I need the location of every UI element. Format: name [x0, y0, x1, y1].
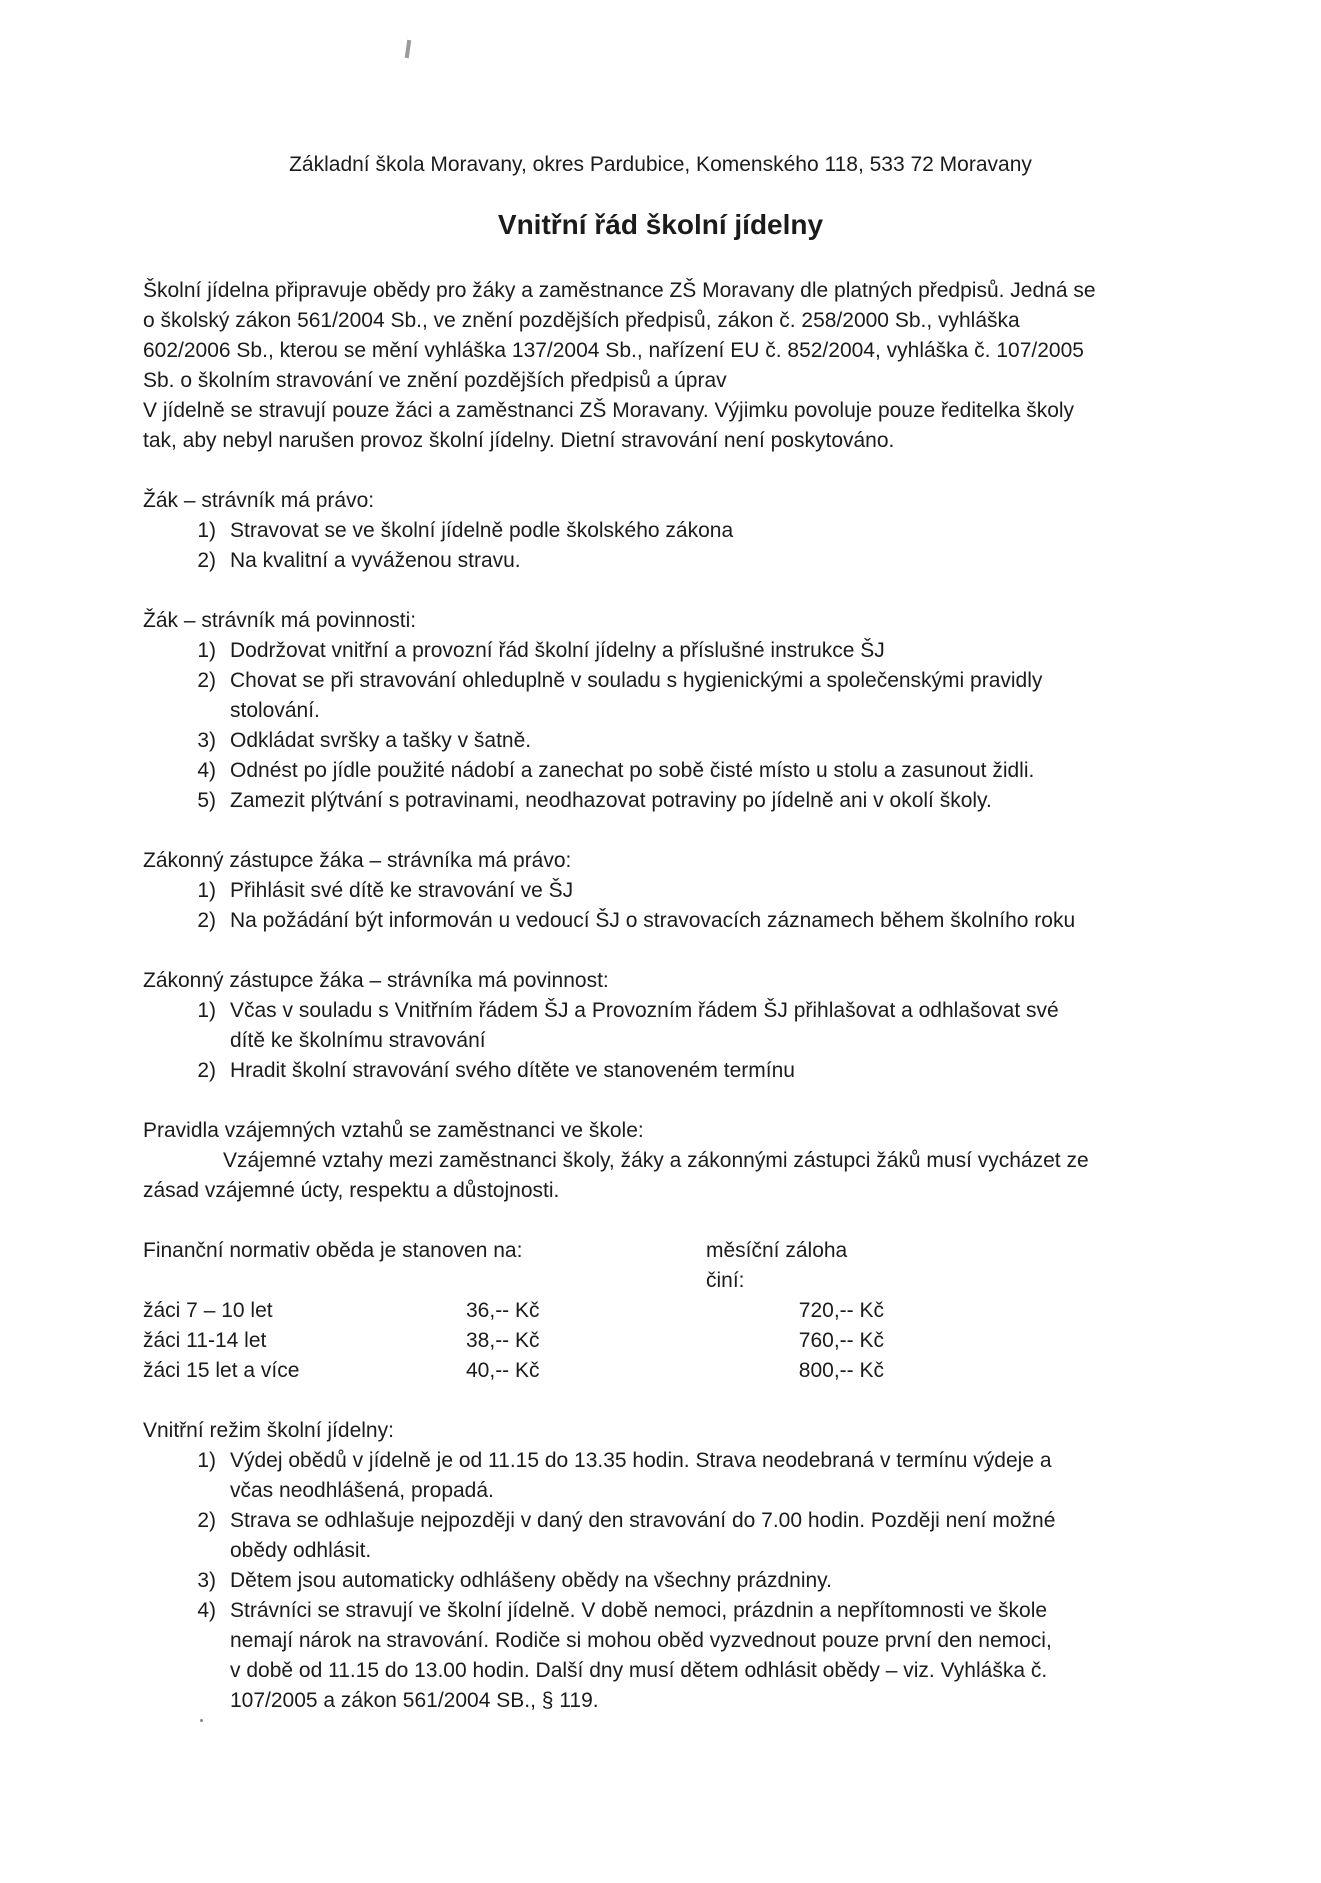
- item-text: stolování.: [230, 699, 320, 722]
- item-text: Dětem jsou automaticky odhlášeny obědy na všechny prázdniny.: [230, 1569, 832, 1592]
- item-text: Strava se odhlašuje nejpozději v daný den stravování do 7.00 hodin. Později není možné: [230, 1509, 1056, 1532]
- section-heading: Pravidla vzájemných vztahů se zaměstnanci ve škole:: [143, 1119, 644, 1142]
- intro-line: o školský zákon 561/2004 Sb., ve znění pozdějších předpisů, zákon č. 258/2000 Sb., vyhláška: [143, 309, 1020, 332]
- list-item: [143, 546, 1188, 576]
- item-text: obědy odhlásit.: [230, 1539, 372, 1562]
- section-heading: Žák – strávník má právo:: [143, 489, 375, 512]
- list-item: [143, 756, 1188, 786]
- list-item: [143, 1596, 1188, 1716]
- guardian-rights-section: [143, 846, 1188, 936]
- list-item: [143, 666, 1188, 726]
- meal-price: 40,-- Kč: [466, 1359, 540, 1382]
- monthly-deposit: 800,-- Kč: [798, 1359, 884, 1382]
- item-text: Zamezit plýtvání s potravinami, neodhazovat potraviny po jídelně ani v okolí školy.: [230, 789, 992, 812]
- student-duties-section: [143, 606, 1188, 816]
- monthly-heading: měsíční záloha činí:: [706, 1239, 848, 1292]
- age-group: žáci 11-14 let: [143, 1329, 267, 1352]
- section-heading: Vnitřní režim školní jídelny:: [143, 1419, 394, 1442]
- item-text: Na kvalitní a vyváženou stravu.: [230, 549, 521, 572]
- item-text: Chovat se při stravování ohleduplně v souladu s hygienickými a společenskými pravidly: [230, 669, 1043, 692]
- section-heading: Žák – strávník má povinnosti:: [143, 609, 417, 632]
- list-item: [143, 1566, 1188, 1596]
- item-number: 3): [197, 729, 216, 752]
- finance-header-row: [143, 1236, 1188, 1296]
- item-number: 1): [197, 999, 216, 1022]
- item-number: 4): [197, 759, 216, 782]
- intro-line: 602/2006 Sb., kterou se mění vyhláška 137/2004 Sb., nařízení EU č. 852/2004, vyhláška č. 107/2005: [143, 339, 1084, 362]
- item-number: 2): [197, 1059, 216, 1082]
- item-text: Včas v souladu s Vnitřním řádem ŠJ a Provozním řádem ŠJ přihlašovat a odhlašovat své: [230, 999, 1059, 1022]
- intro-line: Školní jídelna připravuje obědy pro žáky a zaměstnance ZŠ Moravany dle platných předpisů. Jedná se: [143, 279, 1096, 302]
- regime-section: [143, 1416, 1188, 1716]
- meal-price: 36,-- Kč: [466, 1299, 540, 1322]
- item-number: 2): [197, 669, 216, 692]
- item-text: Odnést po jídle použité nádobí a zanechat po sobě čisté místo u stolu a zasunout židli.: [230, 759, 1035, 782]
- relations-section: [143, 1116, 1188, 1206]
- item-number: 1): [197, 639, 216, 662]
- item-text: v době od 11.15 do 13.00 hodin. Další dny musí dětem odhlásit obědy – viz. Vyhláška č.: [230, 1659, 1048, 1682]
- list-item: [143, 1506, 1188, 1566]
- list-item: [143, 516, 1188, 546]
- section-heading: Zákonný zástupce žáka – strávníka má povinnost:: [143, 969, 609, 992]
- item-number: 1): [197, 1449, 216, 1472]
- item-number: 3): [197, 1569, 216, 1592]
- monthly-deposit: 720,-- Kč: [798, 1299, 884, 1322]
- item-text: Výdej obědů v jídelně je od 11.15 do 13.35 hodin. Strava neodebraná v termínu výdeje a: [230, 1449, 1052, 1472]
- item-text: Stravovat se ve školní jídelně podle školského zákona: [230, 519, 734, 542]
- scan-artifact: [405, 40, 411, 58]
- item-number: 2): [197, 909, 216, 932]
- list-item: [143, 996, 1188, 1056]
- item-text: nemají nárok na stravování. Rodiče si mohou oběd vyzvednout pouze první den nemoci,: [230, 1629, 1052, 1652]
- school-header: Základní škola Moravany, okres Pardubice, Komenského 118, 533 72 Moravany: [289, 153, 1032, 176]
- list-item: [143, 1056, 1188, 1086]
- item-number: 1): [197, 879, 216, 902]
- guardian-duties-section: [143, 966, 1188, 1086]
- finance-heading: Finanční normativ oběda je stanoven na:: [143, 1239, 523, 1262]
- item-text: Dodržovat vnitřní a provozní řád školní jídelny a příslušné instrukce ŠJ: [230, 639, 885, 662]
- finance-row: [143, 1296, 1188, 1326]
- item-text: včas neodhlášená, propadá.: [230, 1479, 494, 1502]
- age-group: žáci 15 let a více: [143, 1359, 300, 1382]
- intro-line: Sb. o školním stravování ve znění pozdějších předpisů a úprav: [143, 369, 727, 392]
- list-item: [143, 636, 1188, 666]
- finance-row: [143, 1326, 1188, 1356]
- item-text: dítě ke školnímu stravování: [230, 1029, 486, 1052]
- item-text: Na požádání být informován u vedoucí ŠJ o stravovacích záznamech během školního roku: [230, 909, 1076, 932]
- relations-text: zásad vzájemné úcty, respektu a důstojnosti.: [143, 1179, 560, 1202]
- section-heading: Zákonný zástupce žáka – strávníka má právo:: [143, 849, 572, 872]
- item-number: 2): [197, 549, 216, 572]
- intro-line: V jídelně se stravují pouze žáci a zaměstnanci ZŠ Moravany. Výjimku povoluje pouze ředitelka školy: [143, 399, 1075, 422]
- list-item: [143, 876, 1188, 906]
- finance-section: [143, 1236, 1188, 1386]
- item-text: Odkládat svršky a tašky v šatně.: [230, 729, 532, 752]
- list-item: [143, 1446, 1188, 1506]
- intro-section: [143, 276, 1188, 456]
- item-text: 107/2005 a zákon 561/2004 SB., § 119.: [230, 1689, 599, 1712]
- monthly-deposit: 760,-- Kč: [798, 1329, 884, 1352]
- item-number: 5): [197, 789, 216, 812]
- intro-line: tak, aby nebyl narušen provoz školní jídelny. Dietní stravování není poskytováno.: [143, 429, 895, 452]
- item-text: Strávníci se stravují ve školní jídelně. V době nemoci, prázdnin a nepřítomnosti ve škole: [230, 1599, 1048, 1622]
- item-number: 1): [197, 519, 216, 542]
- scan-artifact: [200, 1719, 203, 1722]
- document-body: [143, 276, 1188, 1716]
- document-title: Vnitřní řád školní jídelny: [497, 209, 824, 240]
- meal-price: 38,-- Kč: [466, 1329, 540, 1352]
- item-number: 2): [197, 1509, 216, 1532]
- item-number: 4): [197, 1599, 216, 1622]
- relations-text: Vzájemné vztahy mezi zaměstnanci školy, žáky a zákonnými zástupci žáků musí vycházet ze: [223, 1149, 1089, 1172]
- age-group: žáci 7 – 10 let: [143, 1299, 273, 1322]
- list-item: [143, 726, 1188, 756]
- finance-row: [143, 1356, 1188, 1386]
- student-rights-section: [143, 486, 1188, 576]
- item-text: Hradit školní stravování svého dítěte ve stanoveném termínu: [230, 1059, 795, 1082]
- list-item: [143, 906, 1188, 936]
- list-item: [143, 786, 1188, 816]
- item-text: Přihlásit své dítě ke stravování ve ŠJ: [230, 879, 574, 902]
